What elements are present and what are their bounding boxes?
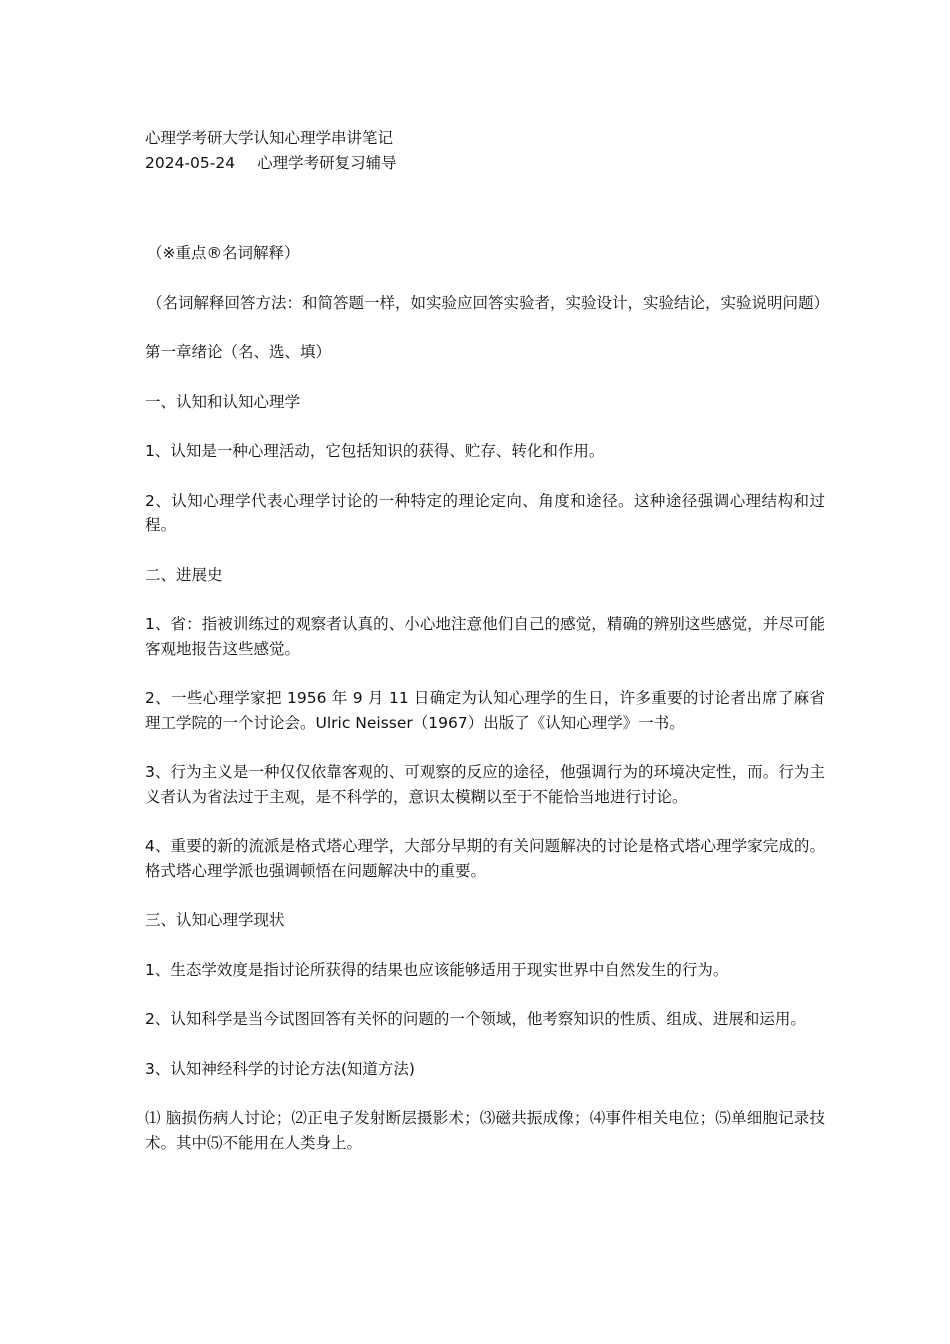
- paragraph: 1、认知是一种心理活动，它包括知识的获得、贮存、转化和作用。: [145, 442, 605, 460]
- document-page: [145, 126, 830, 1180]
- document-meta: [145, 151, 825, 176]
- section-heading-3: 三、认知心理学现状: [145, 911, 285, 929]
- paragraph: 2、认知科学是当今试图回答有关怀的问题的一个领域，他考察知识的性质、组成、进展和运用。: [145, 1010, 806, 1028]
- document-title: 心理学考研大学认知心理学串讲笔记: [145, 129, 394, 147]
- chapter-heading: 第一章绪论（名、选、填）: [145, 343, 332, 361]
- paragraph: 1、省：指被训练过的观察者认真的、小心地注意他们自己的感觉，精确的辨别这些感觉，并尽可能客观地报告这些感觉。: [145, 615, 825, 658]
- publish-date: 2024-05-24: [145, 153, 236, 172]
- paragraph: 2、认知心理学代表心理学讨论的一种特定的理论定向、角度和途径。这种途径强调心理结构和过程。: [145, 491, 825, 534]
- paragraph: 4、重要的新的流派是格式塔心理学，大部分早期的有关问题解决的讨论是格式塔心理学家完成的。格式塔心理学派也强调顿悟在问题解决中的重要。: [145, 837, 825, 880]
- note-answer-method: （名词解释回答方法：和简答题一样，如实验应回答实验者，实验设计，实验结论，实验说明问题）: [147, 293, 830, 312]
- author-name: 心理学考研复习辅导: [257, 153, 397, 172]
- section-heading-2: 二、进展史: [145, 565, 223, 584]
- note-key-terms: （※重点®名词解释）: [147, 244, 300, 262]
- section-heading-1: 一、认知和认知心理学: [145, 392, 301, 411]
- paragraph: 1、生态学效度是指讨论所获得的结果也应该能够适用于现实世界中自然发生的行为。: [145, 960, 729, 979]
- document-body: [145, 241, 830, 1155]
- paragraph: 2、一些心理学家把 1956 年 9 月 11 日确定为认知心理学的生日，许多重要的讨论者出席了麻省理工学院的一个讨论会。Ulric Neisser（1967）出版了《认知心理学》一书。: [145, 689, 825, 732]
- paragraph: ⑴ 脑损伤病人讨论；⑵正电子发射断层摄影术；⑶磁共振成像；⑷事件相关电位；⑸单细胞记录技术。其中⑸不能用在人类身上。: [145, 1109, 825, 1152]
- paragraph: 3、认知神经科学的讨论方法(知道方法): [145, 1059, 415, 1078]
- paragraph: 3、行为主义是一种仅仅依靠客观的、可观察的反应的途径，他强调行为的环境决定性，而。行为主义者认为省法过于主观，是不科学的，意识太模糊以至于不能恰当地进行讨论。: [145, 763, 825, 806]
